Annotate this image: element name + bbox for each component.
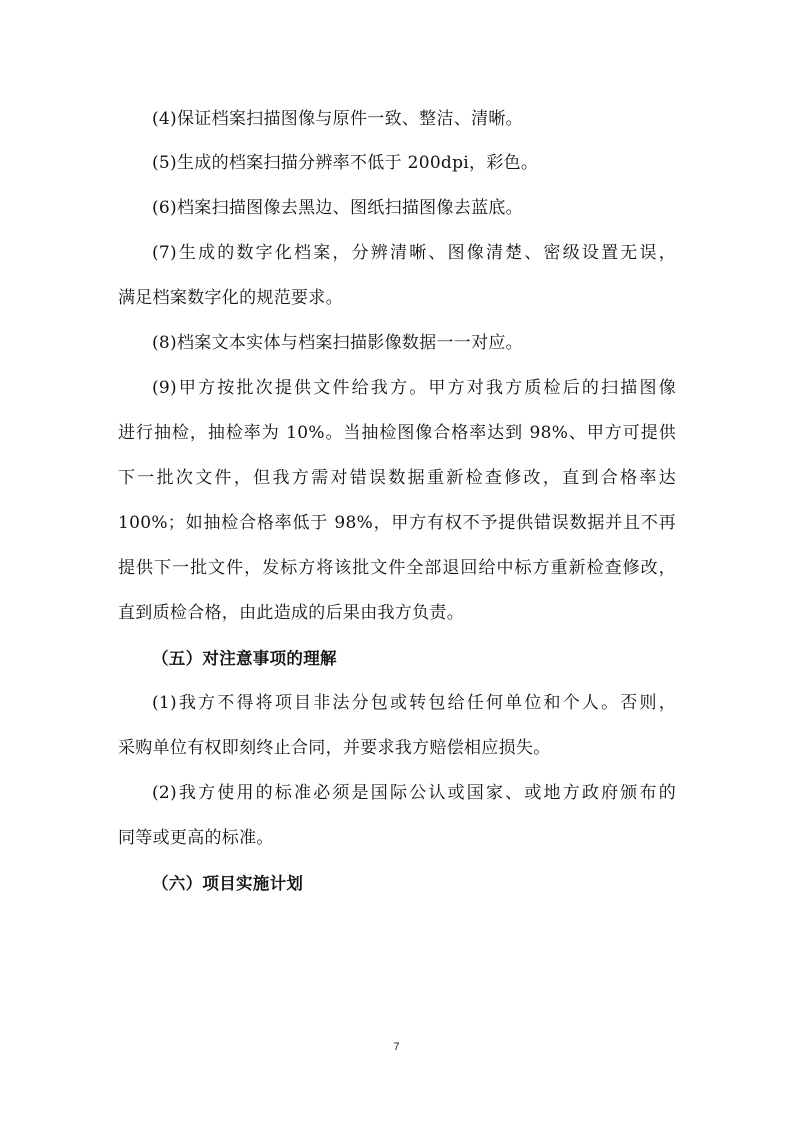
item-9-line-1: (9)甲方按批次提供文件给我方。甲方对我方质检后的扫描图像 [152, 378, 676, 398]
page-number: 7 [393, 1041, 400, 1053]
section-5-heading: （五）对注意事项的理解 [152, 649, 337, 668]
section-5-item-2-line-2: 同等或更高的标准。 [118, 828, 274, 848]
item-6: (6)档案扫描图像去黑边、图纸扫描图像去蓝底。 [152, 198, 523, 218]
item-9-line-6: 直到质检合格，由此造成的后果由我方负责。 [118, 603, 464, 623]
section-6-heading: （六）项目实施计划 [152, 874, 304, 893]
item-5: (5)生成的档案扫描分辨率不低于 200dpi，彩色。 [152, 153, 539, 173]
item-9-line-5: 提供下一批文件，发标方将该批文件全部退回给中标方重新检查修改， [118, 558, 676, 578]
section-5-item-1-line-1: (1)我方不得将项目非法分包或转包给任何单位和个人。否则， [152, 693, 676, 713]
item-7-line-1: (7)生成的数字化档案，分辨清晰、图像清楚、密级设置无误， [152, 243, 676, 263]
item-9-line-4: 100%；如抽检合格率低于 98%，甲方有权不予提供错误数据并且不再 [118, 513, 676, 533]
item-8: (8)档案文本实体与档案扫描影像数据一一对应。 [152, 333, 523, 353]
section-5-item-1-line-2: 采购单位有权即刻终止合同，并要求我方赔偿相应损失。 [118, 738, 551, 758]
item-7-line-2: 满足档案数字化的规范要求。 [118, 288, 343, 308]
item-4: (4)保证档案扫描图像与原件一致、整洁、清晰。 [152, 109, 523, 129]
section-5-item-2-line-1: (2)我方使用的标准必须是国际公认或国家、或地方政府颁布的 [152, 783, 676, 803]
item-9-line-3: 下一批次文件，但我方需对错误数据重新检查修改，直到合格率达 [118, 468, 676, 488]
item-9-line-2: 进行抽检，抽检率为 10%。当抽检图像合格率达到 98%、甲方可提供 [118, 423, 676, 443]
